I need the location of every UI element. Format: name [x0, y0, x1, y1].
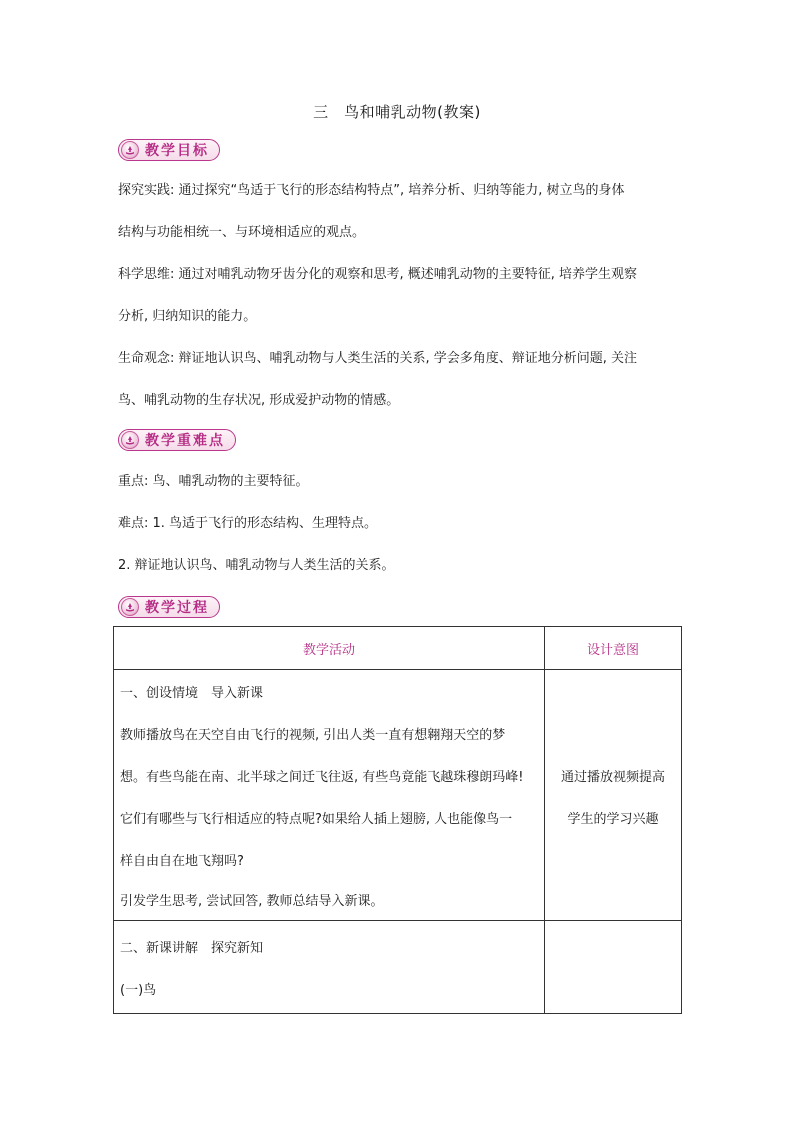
section-badge-process	[118, 596, 220, 618]
table-row	[114, 670, 682, 921]
book-hand-icon	[121, 431, 139, 449]
goals-line: 鸟、哺乳动物的生存状况, 形成爱护动物的情感。	[118, 393, 400, 408]
goals-line: 分析, 归纳知识的能力。	[118, 309, 257, 324]
activity-line: 一、创设情境 导入新课	[120, 686, 264, 701]
book-hand-icon	[121, 141, 139, 159]
section-badge-key-points	[118, 429, 236, 451]
design-cell	[545, 670, 682, 921]
activity-line: 样自由自在地飞翔吗?	[120, 854, 244, 869]
column-header-design: 设计意图	[545, 627, 682, 670]
design-line: 通过播放视频提高	[560, 770, 665, 785]
goals-line: 探究实践: 通过探究“鸟适于飞行的形态结构特点”, 培养分析、归纳等能力, 树立鸟的身体	[118, 183, 625, 198]
column-header-activity: 教学活动	[114, 627, 545, 670]
key-point-line: 2. 辩证地认识鸟、哺乳动物与人类生活的关系。	[118, 558, 395, 573]
activity-line: 教师播放鸟在天空自由飞行的视频, 引出人类一直有想翱翔天空的梦	[120, 728, 506, 743]
activity-line: 二、新课讲解 探究新知	[120, 941, 264, 956]
section-heading-goals: 教学目标	[145, 143, 209, 159]
lesson-table	[113, 626, 682, 1014]
activity-line: 想。有些鸟能在南、北半球之间迁飞往返, 有些鸟竟能飞越珠穆朗玛峰!	[120, 770, 524, 785]
key-point-line: 重点: 鸟、哺乳动物的主要特征。	[118, 474, 309, 489]
activity-cell	[114, 670, 545, 921]
page-title: 三 鸟和哺乳动物(教案)	[313, 103, 481, 121]
table-header-row	[114, 627, 682, 670]
design-line: 学生的学习兴趣	[567, 812, 659, 827]
table-row	[114, 921, 682, 1014]
design-cell	[545, 921, 682, 1014]
activity-cell	[114, 921, 545, 1014]
goals-line: 科学思维: 通过对哺乳动物牙齿分化的观察和思考, 概述哺乳动物的主要特征, 培养学生观察	[118, 267, 638, 282]
section-heading-key-points: 教学重难点	[145, 433, 225, 449]
goals-line: 结构与功能相统一、与环境相适应的观点。	[118, 225, 366, 240]
activity-line: 它们有哪些与飞行相适应的特点呢?如果给人插上翅膀, 人也能像鸟一	[120, 812, 513, 827]
book-hand-icon	[121, 598, 139, 616]
key-point-line: 难点: 1. 鸟适于飞行的形态结构、生理特点。	[118, 516, 378, 531]
goals-line: 生命观念: 辩证地认识鸟、哺乳动物与人类生活的关系, 学会多角度、辩证地分析问题, 关注	[118, 351, 638, 366]
section-heading-process: 教学过程	[145, 600, 209, 616]
activity-line: 引发学生思考, 尝试回答, 教师总结导入新课。	[120, 894, 384, 909]
section-badge-goals	[118, 139, 220, 161]
activity-line: (一)鸟	[120, 983, 157, 998]
